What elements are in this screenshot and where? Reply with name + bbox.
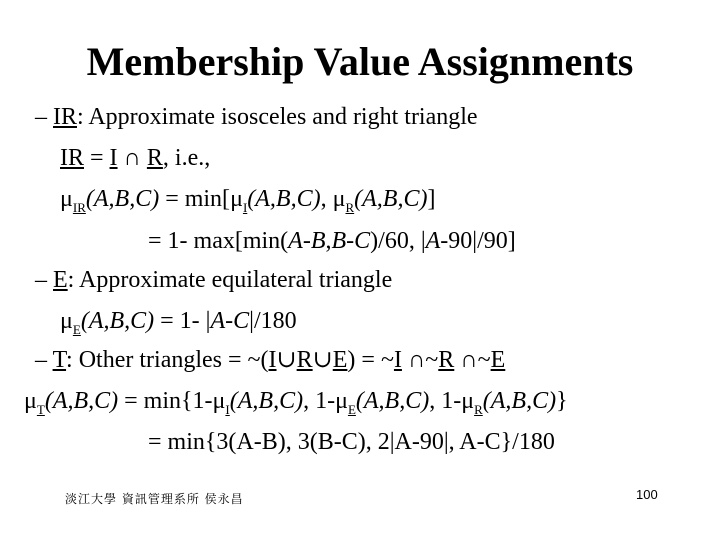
mu-symbol: μ — [335, 388, 348, 414]
bullet-dash: – — [35, 104, 47, 130]
term-ir: IR — [53, 104, 77, 130]
args-abc: (A,B,C) — [354, 186, 428, 212]
mu-symbol: μ — [212, 388, 226, 414]
subscript-ir: IR — [72, 200, 86, 215]
bullet-t — [35, 345, 505, 375]
min-open: = min{1- — [118, 388, 213, 414]
args-abc: (A,B,C) — [482, 388, 557, 414]
args-abc: (A,B,C) — [44, 388, 119, 414]
separator: , 1- — [303, 388, 336, 414]
subscript-e: E — [347, 402, 356, 417]
expr-b-c: B-C — [331, 228, 371, 254]
div-60: )/60, | — [370, 228, 426, 254]
ie-text: , i.e., — [162, 145, 211, 171]
div-180: |/180 — [249, 308, 297, 334]
set-r: R — [296, 347, 313, 373]
min-open: = min[ — [159, 186, 231, 212]
subscript-e: E — [72, 322, 81, 337]
bullet-dash: – — [35, 347, 47, 373]
equals-sign: = — [84, 145, 110, 171]
expr-a-b: A-B — [288, 228, 326, 254]
bracket-close: ] — [427, 186, 436, 212]
comma: , — [325, 228, 332, 254]
mu-symbol: μ — [230, 186, 243, 212]
bullet-ir-text: : Approximate isosceles and right triangle — [77, 104, 478, 130]
separator: , 1- — [429, 388, 462, 414]
ir-lhs: IR — [60, 145, 84, 171]
mu-ir-evaluation — [148, 226, 516, 256]
brace-close: } — [556, 388, 568, 414]
slide-title: Membership Value Assignments — [86, 39, 634, 84]
subscript-r: R — [345, 200, 355, 215]
ir-definition — [60, 143, 210, 173]
bullet-t-text: : Other triangles = ~( — [66, 347, 269, 373]
mu-ir-formula — [60, 184, 435, 217]
args-abc: (A,B,C) — [85, 186, 160, 212]
union-symbol: ∪ — [276, 347, 297, 373]
bullet-ir — [35, 102, 478, 132]
term-t: T — [52, 347, 67, 373]
bullet-e — [35, 265, 392, 295]
expr-a: A — [425, 228, 441, 254]
args-abc: (A,B,C) — [229, 388, 304, 414]
bullet-e-text: : Approximate equilateral triangle — [67, 267, 393, 293]
mu-symbol: μ — [24, 388, 37, 414]
footer-text: 淡江大學 資訊管理系所 侯永昌 — [65, 492, 244, 506]
term-e: E — [53, 267, 68, 293]
set-e: E — [332, 347, 348, 373]
equals-complement: ) = ~ — [347, 347, 394, 373]
set-i: I — [109, 145, 118, 171]
subscript-i: I — [225, 402, 230, 417]
set-r: R — [438, 347, 455, 373]
mu-symbol: μ — [60, 308, 73, 334]
set-i: I — [268, 347, 277, 373]
separator: , — [320, 186, 333, 212]
args-abc: (A,B,C) — [80, 308, 155, 334]
args-abc: (A,B,C) — [355, 388, 430, 414]
mu-t-formula — [24, 386, 568, 419]
set-r: R — [146, 145, 163, 171]
mu-t-evaluation: = min{3(A-B), 3(B-C), 2|A-90|, A-C}/180 — [148, 429, 555, 455]
mu-symbol: μ — [461, 388, 475, 414]
bullet-dash: – — [35, 267, 47, 293]
args-abc: (A,B,C) — [247, 186, 321, 212]
one-minus: = 1- | — [154, 308, 211, 334]
page-number: 100 — [636, 487, 658, 502]
expr-a-c: A-C — [210, 308, 250, 334]
set-e: E — [490, 347, 506, 373]
intersection-complement: ∩~ — [401, 347, 439, 373]
div-90: -90|/90] — [440, 228, 516, 254]
subscript-t: T — [36, 402, 45, 417]
intersection-complement: ∩~ — [454, 347, 491, 373]
intersection-symbol: ∩ — [117, 145, 147, 171]
mu-symbol: μ — [332, 186, 346, 212]
union-symbol: ∪ — [312, 347, 333, 373]
max-open: = 1- max[min( — [148, 228, 289, 254]
subscript-r: R — [474, 402, 483, 417]
subscript-i: I — [242, 200, 248, 215]
mu-e-formula — [60, 306, 297, 339]
mu-symbol: μ — [60, 186, 73, 212]
set-i: I — [393, 347, 402, 373]
